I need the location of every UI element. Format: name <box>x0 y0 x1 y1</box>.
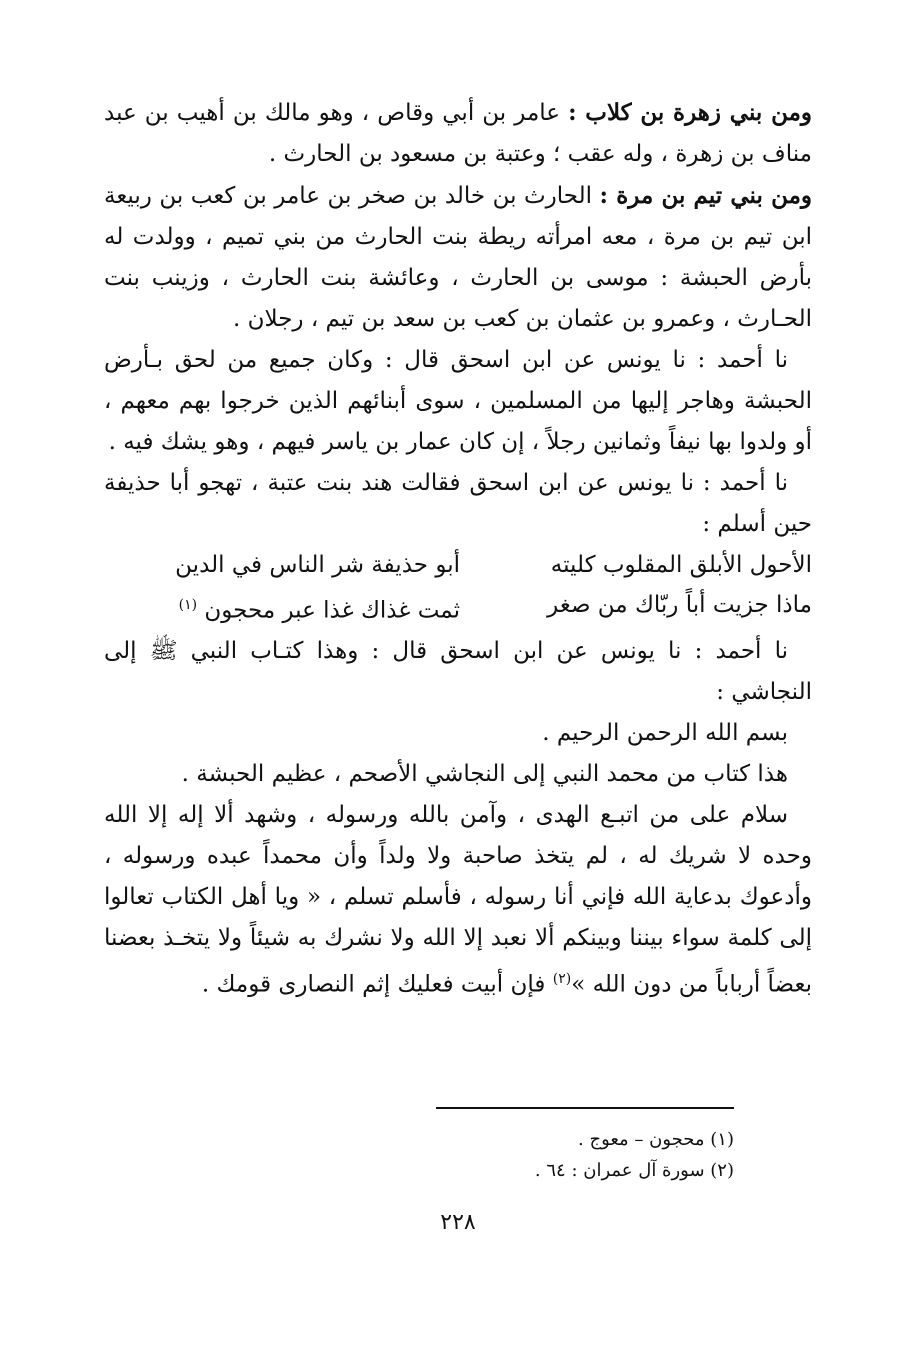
footnote-marker: (١) <box>178 597 198 613</box>
paragraph-basmala: بسم الله الرحمن الرحيم . <box>542 719 788 746</box>
paragraph-hind-poem-intro: نا أحمد : نا يونس عن ابن اسحق فقالت هند بنت عتبة ، تهجو أبا حذيفة حين أسلم : <box>104 470 812 537</box>
paragraph-letter-heading: هذا كتاب من محمد النبي إلى النجاشي الأصحم ، عظيم الحبشة . <box>181 760 788 787</box>
paragraph-lead: ومن بني تيم بن مرة : <box>599 182 813 209</box>
footnote: (١) محجون – معوج . <box>578 1129 734 1150</box>
paragraph-bani-zuhra <box>104 92 812 175</box>
paragraph-text: عامر بن أبي وقاص ، وهو مالك بن أهيب بن عبد مناف بن زهرة ، وله عقب ؛ وعتبة بن مسعود بن الحارث . <box>104 100 812 167</box>
poem-verse <box>104 585 812 631</box>
poem-verse <box>104 545 812 585</box>
paragraph-text: فإن أبيت فعليك إثم النصارى قومك . <box>201 971 553 998</box>
verse-second-hemistich: ثمت غذاك غذا عبر محجون $^{(١)}$ <box>178 597 460 624</box>
page-number: ٢٢٨ <box>440 1210 476 1235</box>
paragraph-bani-taym <box>104 175 812 340</box>
verse-first-hemistich: الأحول الأبلق المقلوب كليته <box>550 552 812 578</box>
paragraph-text: سلام على من اتبـع الهدى ، وآمن بالله ورسوله ، وشهد ألا إله إلا الله وحده لا شريك له ، لم يتخذ صاحبة ولا ولداً وأن محمداً عبده ورسوله ، وأدعوك بدعاية الله فإني أنا رسوله ، فأسلم تسلم ، « ويا أهل الكتاب تعالوا إلى كلمة سواء بيننا وبينكم ألا نعبد إلا الله ولا نشرك به شيئاً ولا يتخـذ بعضنا بعضاً أرباباً من دون الله » <box>104 801 812 998</box>
paragraph-hijra-count: نا أحمد : نا يونس عن ابن اسحق قال : وكان جميع من لحق بـأرض الحبشة وهاجر إليها من المسلمين ، سوى أبنائهم الذين خرجوا بهم معهم ، أو ولدوا بها نيفاً وثمانين رجلاً ، إن كان عمار بن ياسر فيهم ، وهو يشك فيه . <box>104 347 812 455</box>
footnote: (٢) سورة آل عمران : ٦٤ . <box>534 1160 734 1181</box>
verse-second-hemistich: أبو حذيفة شر الناس في الدين <box>175 552 460 578</box>
footnote-divider <box>436 1107 734 1109</box>
verse-first-hemistich: ماذا جزيت أباً ربّاك من صغر <box>547 592 812 618</box>
footnote-marker: (٢) <box>552 970 572 987</box>
paragraph-letter-body <box>104 795 812 1006</box>
paragraph-text: الحارث بن خالد بن صخر بن عامر بن كعب بن ربيعة ابن تيم بن مرة ، معه امرأته ريطة بنت الحارث من بني تميم ، وولدت له بأرض الحبشة : موسى بن الحارث ، وعائشة بنت الحارث ، وزينب بنت الحـارث ، وعمرو بن عثمان بن كعب بن سعد بن تيم ، رجلان . <box>104 183 812 332</box>
paragraph-letter-intro: نا أحمد : نا يونس عن ابن اسحق قال : وهذا كتـاب النبي ﷺ إلى النجاشي : <box>104 637 812 705</box>
footnotes <box>535 1124 734 1186</box>
poem <box>104 545 812 631</box>
paragraph-lead: ومن بني زهرة بن كلاب : <box>568 99 812 126</box>
